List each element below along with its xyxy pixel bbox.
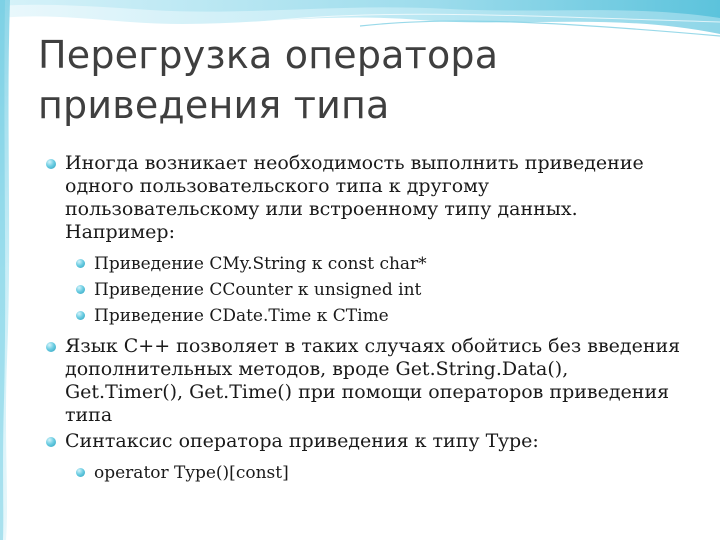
bullet-icon (76, 285, 85, 294)
bullet-icon (76, 311, 85, 320)
sub-bullet-text: operator Type()[const] (94, 463, 289, 483)
bullet-text: Синтаксис оператора приведения к типу Type: (65, 430, 539, 452)
bullet-icon (46, 342, 56, 352)
sub-bullet-item (76, 460, 686, 486)
bullet-text: Язык C++ позволяет в таких случаях обойтись без введения дополнительных методов, вроде Get.String.Data(), Get.Timer(), Get.Time() при помощи операторов приведения типа (65, 335, 681, 426)
bullet-item (46, 335, 686, 427)
sub-bullet-text: Приведение CCounter к unsigned int (94, 280, 422, 300)
bullet-icon (46, 159, 56, 169)
sub-bullet-text: Приведение CMy.String к const char* (94, 254, 427, 274)
sub-bullet-item (76, 251, 686, 277)
sub-bullet-text: Приведение CDate.Time к CTime (94, 306, 389, 326)
sub-bullet-item (76, 303, 686, 329)
sub-bullet-item (76, 277, 686, 303)
slide-title: Перегрузка оператора приведения типа (38, 33, 499, 127)
bullet-text: Иногда возникает необходимость выполнить приведение одного пользовательского типа к другому пользовательскому или встроенному типу данных. Например: (65, 152, 644, 243)
bullet-item (46, 152, 686, 244)
sub-bullet-list (76, 460, 686, 486)
bullet-icon (76, 468, 85, 477)
sub-bullet-list (76, 251, 686, 329)
bullet-item (46, 430, 686, 453)
bullet-icon (76, 259, 85, 268)
left-wave-decoration (0, 0, 14, 540)
bullet-list (46, 152, 686, 492)
bullet-icon (46, 437, 56, 447)
